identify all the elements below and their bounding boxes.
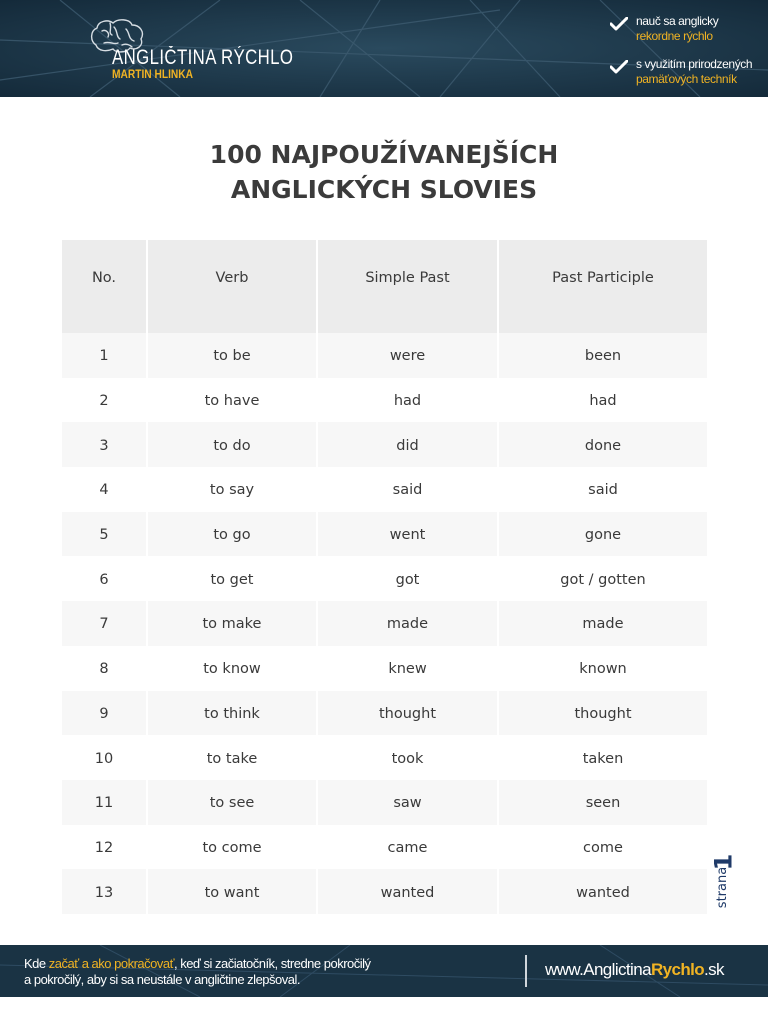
checkmark-icon [610, 60, 628, 74]
header-simple-past: Simple Past [318, 240, 499, 333]
cell-simple-past: got [318, 556, 499, 601]
header-banner [0, 0, 768, 97]
cell-verb: to know [148, 646, 318, 691]
cell-no: 12 [62, 825, 148, 870]
url-prefix: www.Anglictina [545, 960, 651, 979]
table-row [62, 646, 707, 691]
verb-table [62, 240, 707, 914]
cell-past-participle: had [499, 378, 707, 423]
feature-line1: s využitím prirodzených [636, 57, 753, 71]
page-title [0, 137, 768, 207]
cell-simple-past: made [318, 601, 499, 646]
cell-verb: to want [148, 869, 318, 914]
cell-verb: to do [148, 422, 318, 467]
cell-past-participle: got / gotten [499, 556, 707, 601]
footer-text-part: , keď si začiatočník, stredne pokročilý [173, 956, 371, 971]
footer-banner [0, 945, 768, 997]
feature-line2: pamäťových techník [636, 72, 737, 86]
table-row [62, 556, 707, 601]
cell-past-participle: seen [499, 780, 707, 825]
table-row [62, 467, 707, 512]
cell-verb: to think [148, 691, 318, 736]
table-row [62, 780, 707, 825]
cell-simple-past: had [318, 378, 499, 423]
cell-past-participle: gone [499, 512, 707, 557]
logo-subtitle: MARTIN HLINKA [112, 67, 194, 81]
page-number [709, 852, 744, 912]
cell-no: 13 [62, 869, 148, 914]
url-suffix: .sk [704, 960, 724, 979]
logo-title: ANGLIČTINA RÝCHLO [112, 46, 294, 69]
cell-simple-past: said [318, 467, 499, 512]
cell-past-participle: known [499, 646, 707, 691]
cell-no: 7 [62, 601, 148, 646]
cell-past-participle: said [499, 467, 707, 512]
cell-no: 9 [62, 691, 148, 736]
footer-divider [525, 955, 527, 987]
header-past-participle: Past Participle [499, 240, 707, 333]
cell-simple-past: took [318, 735, 499, 780]
cell-verb: to see [148, 780, 318, 825]
footer-website-link[interactable] [545, 960, 724, 980]
page-number-value: 1 [709, 853, 738, 871]
cell-verb: to go [148, 512, 318, 557]
page-title-line2: ANGLICKÝCH SLOVIES [230, 175, 538, 204]
feature-line2: rekordne rýchlo [636, 29, 713, 43]
cell-simple-past: wanted [318, 869, 499, 914]
footer-text-part: Kde [24, 956, 49, 971]
table-row [62, 825, 707, 870]
cell-verb: to come [148, 825, 318, 870]
checkmark-icon [610, 17, 628, 31]
table-row [62, 422, 707, 467]
cell-verb: to take [148, 735, 318, 780]
footer-text-highlight: začať a ako pokračovať [48, 956, 174, 971]
cell-past-participle: been [499, 333, 707, 378]
cell-verb: to say [148, 467, 318, 512]
cell-verb: to make [148, 601, 318, 646]
table-row [62, 333, 707, 378]
table-row [62, 691, 707, 736]
cell-no: 1 [62, 333, 148, 378]
footer-text [24, 956, 371, 988]
header-no: No. [62, 240, 148, 333]
cell-past-participle: made [499, 601, 707, 646]
table-header-row [62, 240, 707, 333]
cell-past-participle: come [499, 825, 707, 870]
cell-no: 11 [62, 780, 148, 825]
cell-simple-past: did [318, 422, 499, 467]
table-row [62, 735, 707, 780]
cell-no: 4 [62, 467, 148, 512]
cell-no: 6 [62, 556, 148, 601]
cell-verb: to have [148, 378, 318, 423]
cell-past-participle: taken [499, 735, 707, 780]
cell-simple-past: knew [318, 646, 499, 691]
feature-line1: nauč sa anglicky [636, 14, 719, 28]
cell-simple-past: came [318, 825, 499, 870]
table-row [62, 512, 707, 557]
cell-no: 8 [62, 646, 148, 691]
table-row [62, 869, 707, 914]
cell-verb: to get [148, 556, 318, 601]
cell-past-participle: done [499, 422, 707, 467]
cell-no: 5 [62, 512, 148, 557]
table-row [62, 601, 707, 646]
cell-no: 3 [62, 422, 148, 467]
cell-past-participle: wanted [499, 869, 707, 914]
footer-text-line2: a pokročilý, aby si sa neustále v angličtine zlepšoval. [24, 972, 300, 987]
cell-past-participle: thought [499, 691, 707, 736]
cell-simple-past: saw [318, 780, 499, 825]
header-verb: Verb [148, 240, 318, 333]
page-number-label: strana [715, 866, 731, 909]
cell-verb: to be [148, 333, 318, 378]
cell-no: 10 [62, 735, 148, 780]
cell-no: 2 [62, 378, 148, 423]
table-row [62, 378, 707, 423]
url-highlight: Rychlo [650, 960, 705, 979]
cell-simple-past: thought [318, 691, 499, 736]
cell-simple-past: went [318, 512, 499, 557]
page-title-line1: 100 NAJPOUŽÍVANEJŠÍCH [209, 140, 559, 169]
cell-simple-past: were [318, 333, 499, 378]
